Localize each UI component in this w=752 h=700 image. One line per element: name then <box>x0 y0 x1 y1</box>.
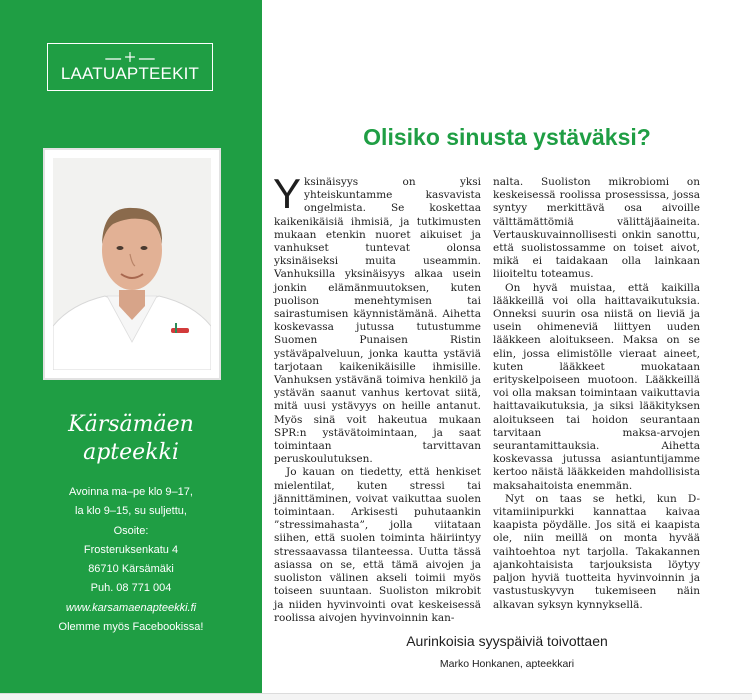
green-sidebar <box>0 0 262 693</box>
drop-cap: Y <box>273 170 302 217</box>
signature: Marko Honkanen, apteekkari <box>439 658 575 670</box>
article-column-2 <box>493 176 700 612</box>
pharmacy-name-line2: apteekki <box>83 440 179 465</box>
opening-hours-weekdays: Avoinna ma–pe klo 9–17, <box>69 486 193 498</box>
facebook-note: Olemme myös Facebookissa! <box>58 621 204 634</box>
phone-number: Puh. 08 771 004 <box>90 582 172 595</box>
page-bottom-edge <box>0 693 752 700</box>
opening-hours-weekend: la klo 9–15, su suljettu, <box>75 505 187 518</box>
pharmacist-photo <box>53 158 211 370</box>
paragraph: Yksinäisyys on yksi yhteiskuntamme kasvavista ongelmista. Se koskettaa kaikenikäisiä ihmisiä, ja tutkimusten mukaan etenkin nuoret aikuiset ja vanhukset tuntevat olonsa yksinäiseksi muita useammin. Vanhuksilla yksinäisyys alkaa usein jonkin elämänmuutoksen, kuten puolison menehtymisen tai sairastumisen käynnistämänä. Aihetta koskevassa jutussa tutustumme Suomen Punaisen Ristin ystäväpalveluun, jonka kautta ystäviä tarjotaan kaikenikäisille ihmisille. Vanhuksen ystävänä toimiva henkilö ja ystävän saanut vanhus kertovat siitä, mitä uusi ystävyys on heille antanut. Myös sinä voit hakeutua mukaan SPR:n ystävätoimintaan, ja saat toimintaan tarvittavan peruskoulutuksen. <box>273 170 481 466</box>
website-link[interactable]: www.karsamaenapteekki.fi <box>65 601 197 614</box>
street-address: Frosteruksenkatu 4 <box>83 543 179 556</box>
paragraph: Nyt on taas se hetki, kun D-vitamiinipurkki kannattaa kaivaa kaapista pöydälle. Jos sitä ei kaapista ole, niin meillä on monta hyvää vaihtoehtoa nyt tarjolla. Takakannen ajankohtaisista tarjouksista löytyy paljon hyviä tuotteita hyvinvoinnin ja vastustuskyvyn tukemiseen näin alkavan syksyn kynnyksellä. <box>493 492 700 611</box>
article-title: Olisiko sinusta ystäväksi? <box>363 124 651 150</box>
laatuapteekit-logo <box>47 43 213 91</box>
logo-cross-icon <box>48 51 212 63</box>
paragraph: On hyvä muistaa, että kaikilla lääkkeillä voi olla haittavaikutuksia. Onneksi suurin osa niistä on lieviä ja usein ohimeneviä liittyen uuden lääkkeen aloitukseen. Maksa on se elin, jossa elimistölle vieraat aineet, kuten lääkkeet muokataan erityskelpoiseen muotoon. Lääkkeillä voi olla maksan toimintaan vaikuttavia haittavaikutuksia, ja siksi lääkityksen aloitukseen tai hoidon seurantaan tarvitaan maksa-arvojen seurantamittauksia. Aihetta koskevassa jutussa asiantuntijamme kertoo näistä lääkkeiden mahdollisista maksahaitoista enemmän. <box>493 281 700 492</box>
address-label: Osoite: <box>113 524 149 537</box>
paragraph: Jo kauan on tiedetty, että henkiset mielentilat, kuten stressi tai jännittäminen, voivat vaikuttaa suolen toimintaan. Arkisesti puhutaankin ”stressimahasta”, jolla viitataan siihen, että suolen toiminta häiriintyy stressaavassa tilanteessa. Uutta tässä asiassa on se, että tämä aivojen ja suoliston välinen akseli toimii myös toiseen suuntaan. Suoliston mikrobit ja niiden hyvinvointi ovat keskeisessä roolissa aivojen hyvinvoinnin kan- <box>274 466 481 624</box>
postal-address: 86710 Kärsämäki <box>88 563 174 576</box>
logo-text: LAATUAPTEEKIT <box>60 64 200 83</box>
paragraph: nalta. Suoliston mikrobiomi on keskeisessä roolissa prosessissa, jossa syntyy merkittävä osa aivoille välttämättömiä välittäjäaineita. Vertauskuvainnollisesti onkin sanottu, että suolistossamme on toiset aivot, mikä ei taidakaan olla lainkaan liioiteltu toteamus. <box>493 176 700 281</box>
pharmacy-name-line1: Kärsämäen <box>68 412 194 437</box>
pharmacy-info <box>20 483 242 637</box>
article-column-1 <box>273 170 481 625</box>
closing-greeting: Aurinkoisia syyspäiviä toivottaen <box>406 633 608 649</box>
pharmacist-photo-frame <box>43 148 221 380</box>
